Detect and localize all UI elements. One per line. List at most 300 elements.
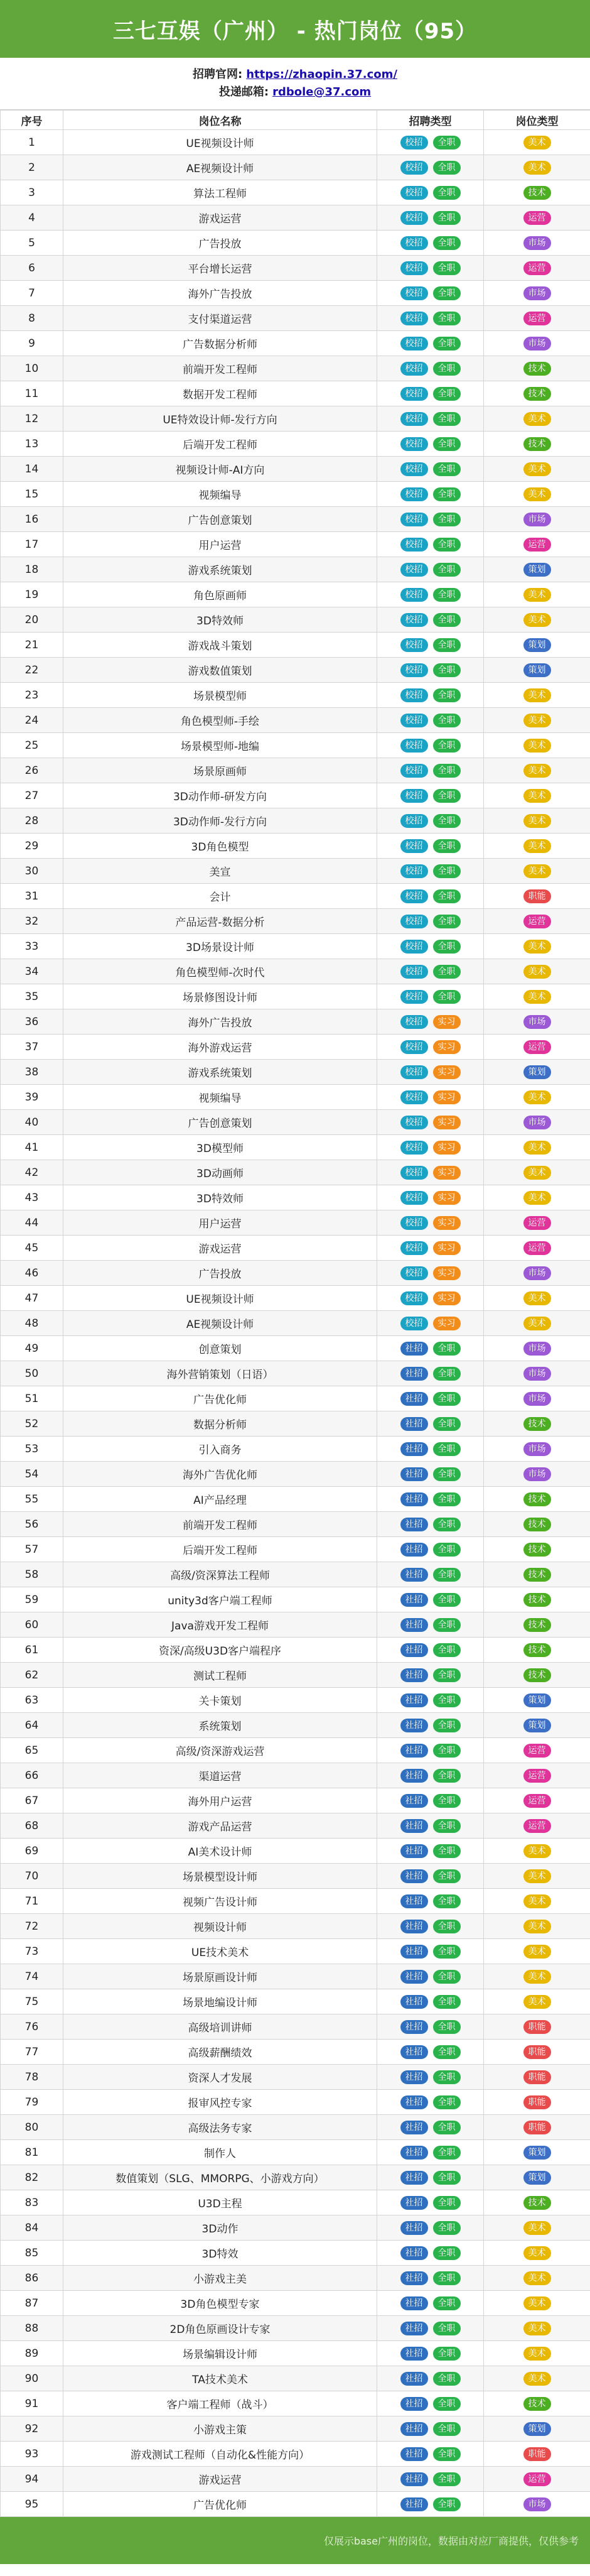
table-row	[1, 909, 590, 934]
table-row	[1, 984, 590, 1009]
recruit-type-cell	[377, 281, 484, 306]
recruit-type-cell	[377, 1763, 484, 1788]
table-row	[1, 180, 590, 205]
employment-type-badge: 全职	[433, 563, 461, 577]
recruit-channel-badge: 社招	[400, 1342, 428, 1356]
recruit-type-cell	[377, 909, 484, 934]
recruit-channel-badge: 校招	[400, 387, 428, 401]
table-row	[1, 256, 590, 281]
row-index: 66	[1, 1763, 63, 1788]
site-link[interactable]: https://zhaopin.37.com/	[246, 68, 397, 81]
recruit-type-cell	[377, 2391, 484, 2416]
recruit-type-cell	[377, 783, 484, 808]
employment-type-badge: 全职	[433, 513, 461, 526]
email-link[interactable]: rdbole@37.com	[272, 85, 372, 99]
job-type-cell	[484, 708, 590, 733]
job-name: AI美术设计师	[63, 1839, 377, 1864]
recruit-type-cell	[377, 1638, 484, 1663]
job-type-cell	[484, 2090, 590, 2115]
table-row	[1, 1035, 590, 1060]
job-category-badge: 技术	[523, 1492, 551, 1506]
job-type-cell	[484, 1914, 590, 1939]
job-type-cell	[484, 884, 590, 909]
job-category-badge: 美术	[523, 2322, 551, 2335]
table-row	[1, 1135, 590, 1160]
employment-type-badge: 全职	[433, 1894, 461, 1908]
recruit-type-cell	[377, 180, 484, 205]
recruit-channel-badge: 校招	[400, 1040, 428, 1054]
page-title: 三七互娱（广州） - 热门岗位（95）	[112, 18, 478, 44]
employment-type-badge: 全职	[433, 764, 461, 778]
job-category-badge: 美术	[523, 1291, 551, 1305]
job-category-badge: 运营	[523, 538, 551, 552]
recruit-type-cell	[377, 708, 484, 733]
employment-type-badge: 全职	[433, 1945, 461, 1959]
job-type-cell	[484, 1813, 590, 1839]
recruit-type-cell	[377, 1110, 484, 1135]
job-name: 产品运营-数据分析	[63, 909, 377, 934]
recruit-channel-badge: 校招	[400, 186, 428, 200]
job-name: 广告创意策划	[63, 1110, 377, 1135]
row-index: 79	[1, 2090, 63, 2115]
table-row	[1, 381, 590, 406]
job-category-badge: 美术	[523, 588, 551, 602]
row-index: 5	[1, 231, 63, 256]
job-name: AI产品经理	[63, 1487, 377, 1512]
table-row	[1, 1160, 590, 1185]
job-type-cell	[484, 2190, 590, 2215]
recruit-channel-badge: 社招	[400, 1417, 428, 1431]
row-index: 83	[1, 2190, 63, 2215]
table-row	[1, 306, 590, 331]
recruit-channel-badge: 校招	[400, 889, 428, 903]
row-index: 78	[1, 2065, 63, 2090]
job-name: 系统策划	[63, 1713, 377, 1738]
job-category-badge: 美术	[523, 1844, 551, 1858]
table-row	[1, 834, 590, 859]
table-row	[1, 658, 590, 683]
row-index: 88	[1, 2316, 63, 2341]
table-row	[1, 1512, 590, 1537]
recruit-type-cell	[377, 2090, 484, 2115]
recruit-channel-badge: 社招	[400, 1995, 428, 2009]
recruit-type-cell	[377, 1336, 484, 1361]
job-name: 用户运营	[63, 1210, 377, 1236]
row-index: 36	[1, 1009, 63, 1035]
row-index: 13	[1, 432, 63, 457]
job-category-badge: 美术	[523, 1869, 551, 1883]
job-category-badge: 策划	[523, 663, 551, 677]
job-name: 3D角色模型	[63, 834, 377, 859]
job-name: 小游戏主美	[63, 2266, 377, 2291]
row-index: 92	[1, 2416, 63, 2442]
job-type-cell	[484, 432, 590, 457]
recruit-channel-badge: 社招	[400, 1869, 428, 1883]
recruit-type-cell	[377, 1261, 484, 1286]
recruit-channel-badge: 校招	[400, 1266, 428, 1280]
job-name: UE视频设计师	[63, 1286, 377, 1311]
table-row	[1, 1437, 590, 1462]
row-index: 4	[1, 205, 63, 231]
table-row	[1, 2040, 590, 2065]
employment-type-badge: 实习	[433, 1166, 461, 1180]
recruit-channel-badge: 校招	[400, 663, 428, 677]
employment-type-badge: 全职	[433, 437, 461, 451]
job-name: 美宣	[63, 859, 377, 884]
recruit-channel-badge: 社招	[400, 1769, 428, 1783]
job-category-badge: 美术	[523, 864, 551, 878]
job-name: 游戏运营	[63, 2467, 377, 2492]
employment-type-badge: 实习	[433, 1241, 461, 1255]
job-type-cell	[484, 381, 590, 406]
row-index: 55	[1, 1487, 63, 1512]
job-type-cell	[484, 406, 590, 432]
job-category-badge: 美术	[523, 1995, 551, 2009]
job-name: 3D动画师	[63, 1160, 377, 1185]
table-row	[1, 1638, 590, 1663]
job-name: 3D动作	[63, 2215, 377, 2241]
employment-type-badge: 全职	[433, 387, 461, 401]
employment-type-badge: 全职	[433, 312, 461, 325]
employment-type-badge: 全职	[433, 613, 461, 627]
employment-type-badge: 全职	[433, 1869, 461, 1883]
job-name: 关卡策划	[63, 1688, 377, 1713]
job-type-cell	[484, 2467, 590, 2492]
site-line	[193, 66, 397, 84]
recruit-channel-badge: 校招	[400, 1216, 428, 1230]
job-name: UE特效设计师-发行方向	[63, 406, 377, 432]
table-row	[1, 1989, 590, 2014]
row-index: 75	[1, 1989, 63, 2014]
job-name: 角色模型师-手绘	[63, 708, 377, 733]
employment-type-badge: 全职	[433, 1367, 461, 1381]
recruit-channel-badge: 社招	[400, 2095, 428, 2109]
recruit-type-cell	[377, 1135, 484, 1160]
job-name: UE技术美术	[63, 1939, 377, 1964]
recruit-channel-badge: 校招	[400, 839, 428, 853]
job-type-cell	[484, 1839, 590, 1864]
table-row	[1, 1085, 590, 1110]
employment-type-badge: 全职	[433, 2472, 461, 2486]
job-name: TA技术美术	[63, 2366, 377, 2391]
job-type-cell	[484, 507, 590, 532]
table-row	[1, 1185, 590, 1210]
employment-type-badge: 全职	[433, 1467, 461, 1481]
job-category-badge: 美术	[523, 1945, 551, 1959]
recruit-channel-badge: 校招	[400, 1015, 428, 1029]
job-type-cell	[484, 1763, 590, 1788]
recruit-channel-badge: 社招	[400, 1367, 428, 1381]
recruit-type-cell	[377, 1989, 484, 2014]
job-type-cell	[484, 808, 590, 834]
job-type-cell	[484, 834, 590, 859]
table-row	[1, 1889, 590, 1914]
job-category-badge: 美术	[523, 1141, 551, 1155]
job-type-cell	[484, 2040, 590, 2065]
recruit-type-cell	[377, 1612, 484, 1638]
job-category-badge: 市场	[523, 1367, 551, 1381]
recruit-channel-badge: 社招	[400, 1894, 428, 1908]
table-row	[1, 1537, 590, 1562]
row-index: 51	[1, 1386, 63, 1411]
recruit-type-cell	[377, 2065, 484, 2090]
job-type-cell	[484, 582, 590, 607]
job-name: 海外广告投放	[63, 281, 377, 306]
row-index: 77	[1, 2040, 63, 2065]
employment-type-badge: 全职	[433, 1392, 461, 1406]
employment-type-badge: 全职	[433, 2296, 461, 2310]
recruit-type-cell	[377, 733, 484, 758]
job-type-cell	[484, 1035, 590, 1060]
recruit-type-cell	[377, 607, 484, 633]
row-index: 76	[1, 2014, 63, 2040]
recruit-type-cell	[377, 155, 484, 180]
job-category-badge: 技术	[523, 1668, 551, 1682]
job-category-badge: 美术	[523, 2372, 551, 2386]
recruit-channel-badge: 校招	[400, 236, 428, 250]
recruit-channel-badge: 校招	[400, 739, 428, 753]
table-row	[1, 2266, 590, 2291]
recruit-type-cell	[377, 1411, 484, 1437]
recruit-channel-badge: 社招	[400, 1618, 428, 1632]
job-name: 后端开发工程师	[63, 432, 377, 457]
job-name: 场景修图设计师	[63, 984, 377, 1009]
recruit-type-cell	[377, 256, 484, 281]
job-name: 高级/资深算法工程师	[63, 1562, 377, 1587]
recruit-type-cell	[377, 1738, 484, 1763]
employment-type-badge: 实习	[433, 1090, 461, 1104]
job-type-cell	[484, 733, 590, 758]
table-row	[1, 1060, 590, 1085]
job-category-badge: 运营	[523, 211, 551, 225]
job-category-badge: 美术	[523, 714, 551, 727]
row-index: 30	[1, 859, 63, 884]
row-index: 18	[1, 557, 63, 582]
row-index: 6	[1, 256, 63, 281]
recruit-type-cell	[377, 934, 484, 959]
job-type-cell	[484, 256, 590, 281]
job-name: 海外营销策划（日语）	[63, 1361, 377, 1386]
employment-type-badge: 全职	[433, 1920, 461, 1933]
job-type-cell	[484, 1487, 590, 1512]
job-type-cell	[484, 1788, 590, 1813]
employment-type-badge: 全职	[433, 2045, 461, 2059]
job-type-cell	[484, 959, 590, 984]
row-index: 86	[1, 2266, 63, 2291]
job-name: 游戏测试工程师（自动化&性能方向）	[63, 2442, 377, 2467]
job-type-cell	[484, 1889, 590, 1914]
job-type-cell	[484, 1688, 590, 1713]
job-name: 渠道运营	[63, 1763, 377, 1788]
recruit-channel-badge: 社招	[400, 2472, 428, 2486]
row-index: 80	[1, 2115, 63, 2140]
table-row	[1, 683, 590, 708]
job-name: 高级培训讲师	[63, 2014, 377, 2040]
recruit-channel-badge: 校招	[400, 789, 428, 803]
employment-type-badge: 全职	[433, 1844, 461, 1858]
job-category-badge: 美术	[523, 764, 551, 778]
table-row	[1, 1688, 590, 1713]
job-name: 平台增长运营	[63, 256, 377, 281]
job-name: 海外广告投放	[63, 1009, 377, 1035]
recruit-type-cell	[377, 1210, 484, 1236]
table-row	[1, 231, 590, 256]
row-index: 41	[1, 1135, 63, 1160]
job-category-badge: 市场	[523, 1467, 551, 1481]
table-row	[1, 2014, 590, 2040]
job-type-cell	[484, 859, 590, 884]
employment-type-badge: 全职	[433, 1618, 461, 1632]
job-type-cell	[484, 2416, 590, 2442]
recruit-type-cell	[377, 2215, 484, 2241]
job-category-badge: 市场	[523, 337, 551, 351]
job-type-cell	[484, 1964, 590, 1989]
header-index: 序号	[1, 111, 63, 130]
recruit-type-cell	[377, 1688, 484, 1713]
recruit-type-cell	[377, 1839, 484, 1864]
recruit-type-cell	[377, 2442, 484, 2467]
row-index: 65	[1, 1738, 63, 1763]
employment-type-badge: 实习	[433, 1065, 461, 1079]
job-name: 算法工程师	[63, 180, 377, 205]
job-type-cell	[484, 457, 590, 482]
employment-type-badge: 全职	[433, 2146, 461, 2160]
recruit-type-cell	[377, 1085, 484, 1110]
job-category-badge: 市场	[523, 1342, 551, 1356]
job-name: AE视频设计师	[63, 155, 377, 180]
job-category-badge: 市场	[523, 286, 551, 300]
row-index: 62	[1, 1663, 63, 1688]
row-index: 14	[1, 457, 63, 482]
job-type-cell	[484, 2442, 590, 2467]
footer-note: 仅展示base广州的岗位，数据由对应厂商提供，仅供参考	[323, 2535, 579, 2547]
employment-type-badge: 全职	[433, 161, 461, 175]
recruit-type-cell	[377, 2316, 484, 2341]
row-index: 60	[1, 1612, 63, 1638]
recruit-type-cell	[377, 2165, 484, 2190]
row-index: 28	[1, 808, 63, 834]
table-row	[1, 155, 590, 180]
job-name: 数据分析师	[63, 1411, 377, 1437]
job-category-badge: 职能	[523, 2070, 551, 2084]
job-name: 游戏战斗策划	[63, 633, 377, 658]
job-type-cell	[484, 1663, 590, 1688]
job-name: 角色模型师-次时代	[63, 959, 377, 984]
employment-type-badge: 全职	[433, 1342, 461, 1356]
table-row	[1, 2366, 590, 2391]
recruit-channel-badge: 校招	[400, 261, 428, 275]
employment-type-badge: 全职	[433, 186, 461, 200]
job-type-cell	[484, 984, 590, 1009]
employment-type-badge: 实习	[433, 1216, 461, 1230]
email-line	[219, 84, 371, 101]
table-row	[1, 1713, 590, 1738]
job-category-badge: 美术	[523, 136, 551, 149]
table-row	[1, 2115, 590, 2140]
job-category-badge: 技术	[523, 1417, 551, 1431]
row-index: 74	[1, 1964, 63, 1989]
job-type-cell	[484, 683, 590, 708]
job-type-cell	[484, 180, 590, 205]
job-category-badge: 美术	[523, 814, 551, 828]
employment-type-badge: 实习	[433, 1040, 461, 1054]
employment-type-badge: 全职	[433, 1668, 461, 1682]
table-row	[1, 1939, 590, 1964]
job-type-cell	[484, 130, 590, 155]
recruit-type-cell	[377, 884, 484, 909]
job-name: 高级/资深游戏运营	[63, 1738, 377, 1763]
job-category-badge: 美术	[523, 990, 551, 1004]
job-type-cell	[484, 482, 590, 507]
row-index: 24	[1, 708, 63, 733]
job-type-cell	[484, 557, 590, 582]
job-type-cell	[484, 2115, 590, 2140]
job-category-badge: 运营	[523, 261, 551, 275]
recruit-type-cell	[377, 2140, 484, 2165]
job-type-cell	[484, 633, 590, 658]
employment-type-badge: 全职	[433, 538, 461, 552]
recruit-type-cell	[377, 683, 484, 708]
employment-type-badge: 全职	[433, 990, 461, 1004]
table-row	[1, 2416, 590, 2442]
table-row	[1, 1864, 590, 1889]
job-name: 游戏运营	[63, 1236, 377, 1261]
site-label: 招聘官网:	[193, 68, 243, 81]
recruit-channel-badge: 社招	[400, 2070, 428, 2084]
employment-type-badge: 实习	[433, 1116, 461, 1129]
row-index: 63	[1, 1688, 63, 1713]
employment-type-badge: 全职	[433, 638, 461, 652]
row-index: 33	[1, 934, 63, 959]
job-name: 视频广告设计师	[63, 1889, 377, 1914]
row-index: 31	[1, 884, 63, 909]
table-row	[1, 281, 590, 306]
row-index: 73	[1, 1939, 63, 1964]
job-type-cell	[484, 1437, 590, 1462]
job-name: 客户端工程师（战斗）	[63, 2391, 377, 2416]
recruit-type-cell	[377, 1236, 484, 1261]
row-index: 94	[1, 2467, 63, 2492]
table-row	[1, 356, 590, 381]
row-index: 95	[1, 2492, 63, 2517]
table-row	[1, 532, 590, 557]
job-name: 前端开发工程师	[63, 1512, 377, 1537]
job-name: 3D角色模型专家	[63, 2291, 377, 2316]
job-category-badge: 技术	[523, 1643, 551, 1657]
job-category-badge: 运营	[523, 1040, 551, 1054]
job-type-cell	[484, 2492, 590, 2517]
job-category-badge: 市场	[523, 2497, 551, 2511]
recruit-type-cell	[377, 457, 484, 482]
job-name: 引入商务	[63, 1437, 377, 1462]
job-category-badge: 美术	[523, 965, 551, 979]
job-category-badge: 职能	[523, 2121, 551, 2134]
job-category-badge: 运营	[523, 1744, 551, 1758]
recruit-channel-badge: 校招	[400, 1241, 428, 1255]
recruit-channel-badge: 社招	[400, 2497, 428, 2511]
recruit-type-cell	[377, 432, 484, 457]
table-row	[1, 482, 590, 507]
table-row	[1, 1487, 590, 1512]
recruit-type-cell	[377, 1914, 484, 1939]
job-category-badge: 技术	[523, 387, 551, 401]
job-type-cell	[484, 1587, 590, 1612]
recruit-channel-badge: 社招	[400, 2045, 428, 2059]
recruit-channel-badge: 校招	[400, 538, 428, 552]
recruit-channel-badge: 社招	[400, 2221, 428, 2235]
job-category-badge: 美术	[523, 1090, 551, 1104]
job-type-cell	[484, 1009, 590, 1035]
